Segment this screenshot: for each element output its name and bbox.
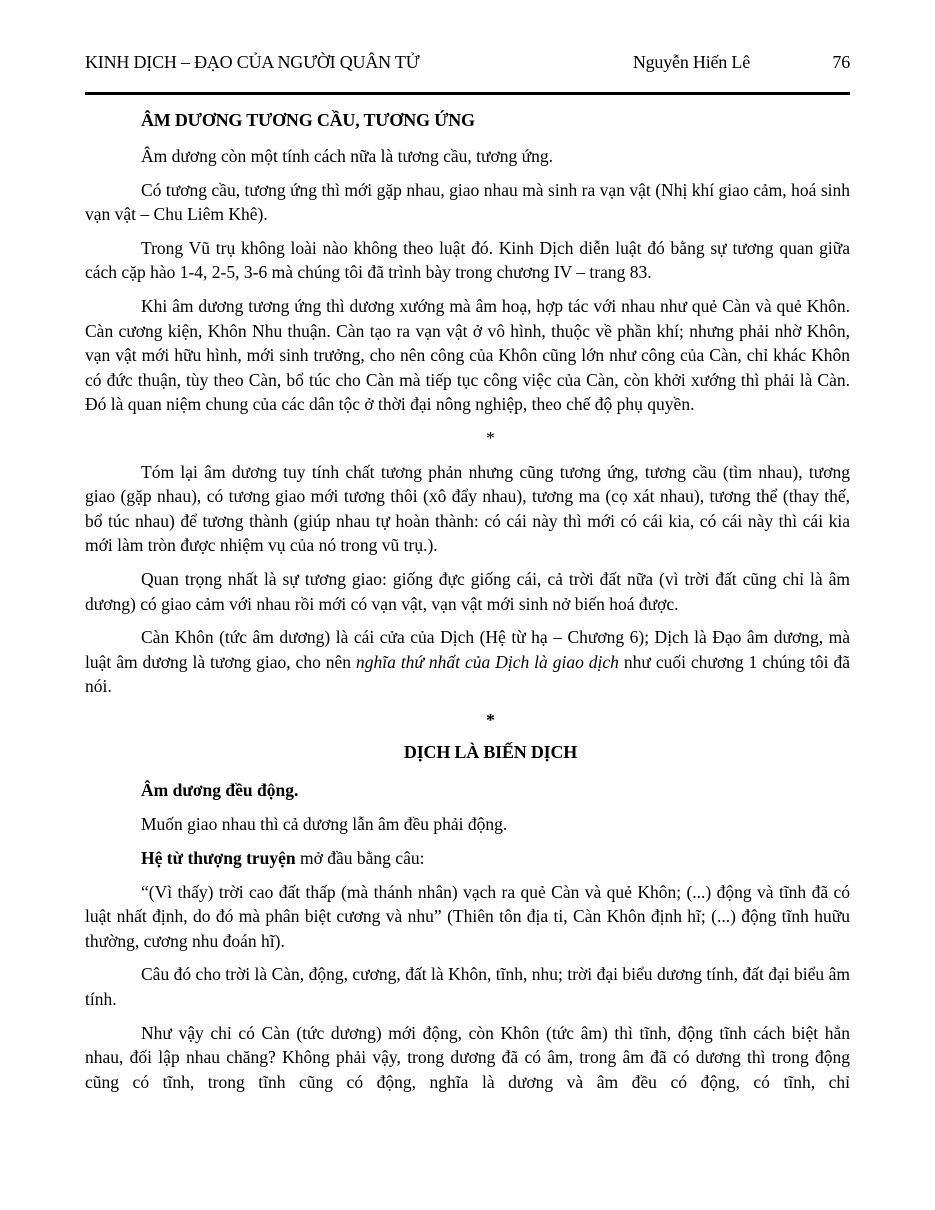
paragraph: Như vậy chỉ có Càn (tức dương) mới động, còn Khôn (tức âm) thì tĩnh, động tĩnh cách biệt hẳn nhau, đối lập nhau chăng? Không phải vậy, trong dương đã có âm, trong âm đã có dương thì trong động cũng có tĩnh, trong tĩnh cũng có động, nghĩa là dương và âm đều có động, có tĩnh, chỉ [85,1022,850,1092]
subsection-heading: Âm dương đều động. [141,780,299,801]
paragraph-text: mở đầu bằng câu: [295,848,425,869]
page-number: 76 [832,52,850,72]
paragraph: Quan trọng nhất là sự tương giao: giống đực giống cái, cả trời đất nữa (vì trời đất cũng chỉ là âm dương) có giao cảm với nhau rồi mới có vạn vật, vạn vật mới sinh nở biến hoá được. [85,568,850,614]
bold-lead-text: Hệ từ thượng truyện [141,848,296,869]
paragraph [85,625,850,699]
paragraph [85,846,850,871]
asterisk-separator: * [486,709,495,730]
paragraph: Câu đó cho trời là Càn, động, cương, đất là Khôn, tĩnh, nhu; trời đại biểu dương tính, đất đại biểu âm tính. [85,964,850,1010]
author-name: Nguyễn Hiến Lê [632,52,750,72]
paragraph: Khi âm dương tương ứng thì dương xướng mà âm hoạ, hợp tác với nhau như quẻ Càn và quẻ Khôn. Càn cương kiện, Khôn Nhu thuận. Càn tạo ra vạn vật ở vô hình, thuộc về phần khí; nhưng phải nhờ Khôn, vạn vật mới hữu hình, mới sinh trưởng, cho nên công của Khôn cũng lớn như công của Càn, chỉ khác Khôn có đức thuận, tùy theo Càn, bổ túc cho Càn mà tiếp tục công việc của Càn, còn khởi xướng thì phải là Càn. Đó là quan niệm chung của các dân tộc ở thời đại nông nghiệp, theo chế độ phụ quyền. [85,295,850,415]
section-heading: DỊCH LÀ BIẾN DỊCH [403,742,578,763]
paragraph: Trong Vũ trụ không loài nào không theo luật đó. Kinh Dịch diễn luật đó bằng sự tương quan giữa cách cặp hào 1-4, 2-5, 3-6 mà chúng tôi đã trình bày trong chương IV – trang 83. [85,237,850,283]
section-heading: ÂM DƯƠNG TƯƠNG CẦU, TƯƠNG ỨNG [141,110,475,130]
section-dich-la-bien-dich [85,708,850,1095]
paragraph: Có tương cầu, tương ứng thì mới gặp nhau, giao nhau mà sinh ra vạn vật (Nhị khí giao cảm, hoá sinh vạn vật – Chu Liêm Khê). [85,179,850,225]
running-title: KINH DỊCH – ĐẠO CỦA NGƯỜI QUÂN TỬ [85,52,420,72]
section-am-duong-tuong-cau [85,108,850,699]
page-header [85,50,850,75]
paragraph-text: như cuối chương 1 chúng tôi đã nói. [85,651,850,697]
paragraph: “(Vì thấy) trời cao đất thấp (mà thánh nhân) vạch ra quẻ Càn và quẻ Khôn; (...) động và tĩnh đã có luật nhất định, do đó mà phân biệt cương và nhu” (Thiên tôn địa ti, Càn Khôn định hĩ; (...) động tĩnh huữu thường, cương nhu đoán hĩ). [85,881,850,951]
header-rule [85,92,850,95]
paragraph: Tóm lại âm dương tuy tính chất tương phản nhưng cũng tương ứng, tương cầu (tìm nhau), tương giao (gặp nhau), có tương giao mới tương thôi (xô đẩy nhau), tương ma (cọ xát nhau), tương thể (thay thế, bổ túc nhau) để tương thành (giúp nhau tự hoàn thành: có cái này thì mới có cái kia, có cái này thì cái kia mới làm tròn được nhiệm vụ của nó trong vũ trụ.). [85,461,850,556]
asterisk-separator: * [486,427,495,448]
emphasized-text: nghĩa thứ nhất của Dịch là giao dịch [356,651,619,672]
paragraph-text: Càn Khôn (tức âm dương) là cái cửa của Dịch (Hệ từ hạ – Chương 6); Dịch là Đạo âm dương, mà luật âm dương là tương giao, cho nên [85,627,850,672]
paragraph: Âm dương còn một tính cách nữa là tương cầu, tương ứng. [141,146,553,166]
paragraph: Muốn giao nhau thì cả dương lẫn âm đều phải động. [141,814,508,835]
